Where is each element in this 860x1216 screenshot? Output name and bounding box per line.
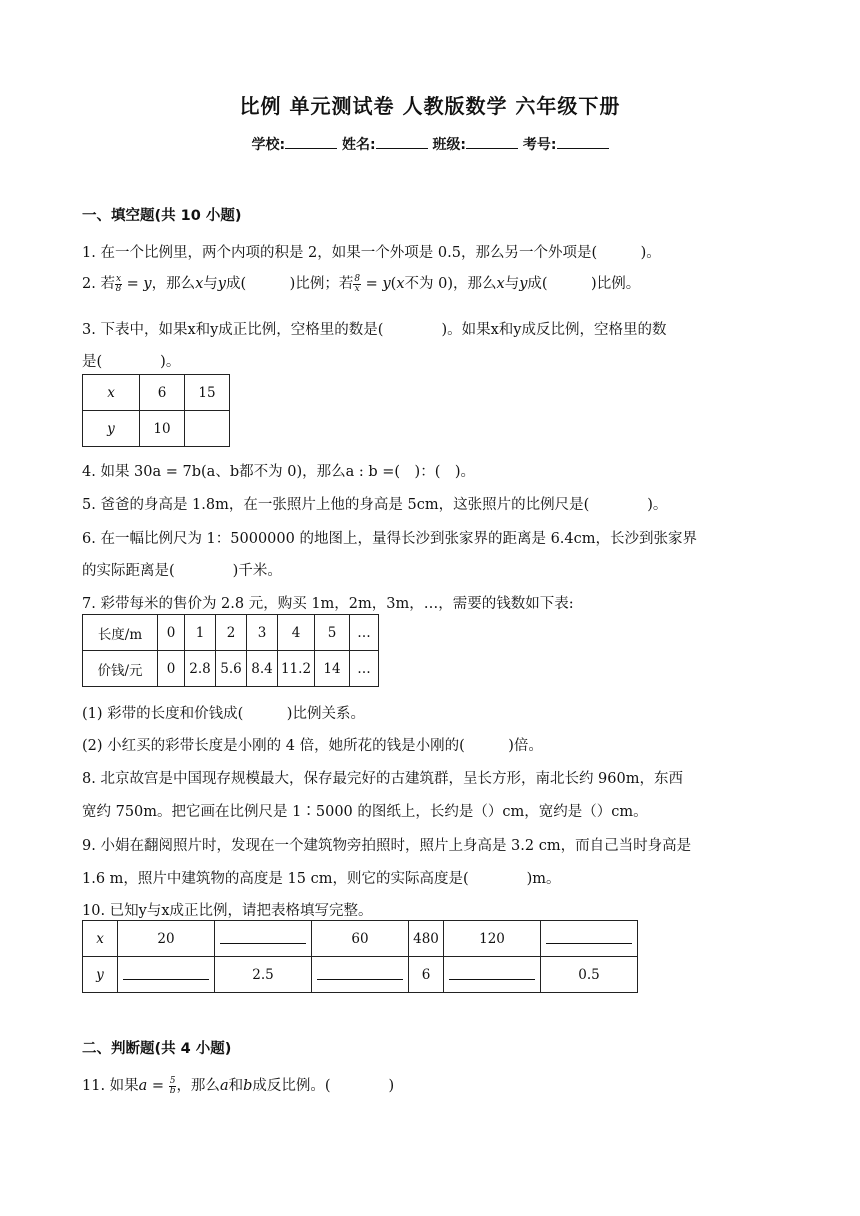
q7-cell: 2.8 xyxy=(185,651,216,687)
q3-cell: 10 xyxy=(140,411,185,447)
q10-cell: 0.5 xyxy=(541,957,638,993)
q2-var-y-4: y xyxy=(519,276,528,292)
q2-text-h: 不为 0)，那么 xyxy=(404,276,497,292)
q10-cell: 120 xyxy=(444,921,541,957)
question-3-line-1: 3. 下表中，如果x和y成正比例，空格里的数是( )。如果x和y成反比例，空格里的数 xyxy=(82,322,667,338)
q10-cell: 20 xyxy=(118,921,215,957)
q2-var-y: y xyxy=(143,276,152,292)
q7-cell: 2 xyxy=(216,615,247,651)
q2-text-j: 成( )比例。 xyxy=(527,276,641,292)
q11-text-b: ，那么 xyxy=(176,1078,220,1094)
question-9-line-1: 9. 小娟在翻阅照片时，发现在一个建筑物旁拍照时，照片上身高是 3.2 cm，而自己当时身高是 xyxy=(82,838,692,854)
q10-table xyxy=(82,920,638,993)
q7-table-row xyxy=(83,651,379,687)
q2-frac2-num: 8 xyxy=(354,273,361,284)
question-7-sub-2: (2) 小红买的彩带长度是小刚的 4 倍，她所花的钱是小刚的( )倍。 xyxy=(82,738,543,754)
answer-blank[interactable] xyxy=(123,965,209,980)
q3-table-row xyxy=(83,411,230,447)
q7-cell: 3 xyxy=(247,615,278,651)
q7-table-row xyxy=(83,615,379,651)
name-blank[interactable] xyxy=(376,134,428,149)
q7-cell: 14 xyxy=(315,651,350,687)
q2-text-e: 成( )比例；若 xyxy=(226,276,354,292)
q7-table xyxy=(82,614,379,687)
q2-text-i: 与 xyxy=(504,276,520,292)
q3-cell xyxy=(83,375,140,411)
q2-text-g: ( xyxy=(390,276,397,292)
q11-text-a: 11. 如果 xyxy=(82,1078,139,1094)
q7-cell: 0 xyxy=(158,615,185,651)
q3-cell: 6 xyxy=(140,375,185,411)
question-11 xyxy=(82,1074,394,1096)
school-blank[interactable] xyxy=(285,134,337,149)
answer-blank[interactable] xyxy=(220,929,306,944)
q2-frac1-num: x xyxy=(115,273,122,284)
question-1: 1. 在一个比例里，两个内项的积是 2，如果一个外项是 0.5，那么另一个外项是( )。 xyxy=(82,245,661,261)
section-2-heading: 二、判断题(共 4 小题) xyxy=(82,1041,232,1057)
q7-cell: 8.4 xyxy=(247,651,278,687)
q2-fraction-2 xyxy=(353,275,361,294)
school-label: 学校: xyxy=(251,137,286,153)
question-3-line-2: 是( )。 xyxy=(82,354,181,370)
question-10-line-1: 10. 已知y与x成正比例，请把表格填写完整。 xyxy=(82,903,373,919)
q3-table xyxy=(82,374,230,447)
q2-text-a: 2. 若 xyxy=(82,276,115,292)
q10-cell-text: y xyxy=(96,966,104,983)
q10-cell-blank[interactable] xyxy=(541,921,638,957)
student-info-line xyxy=(0,134,860,154)
question-9-line-2: 1.6 m，照片中建筑物的高度是 15 cm，则它的实际高度是( )m。 xyxy=(82,871,561,887)
q2-text-d: 与 xyxy=(203,276,218,292)
q3-cell-text: y xyxy=(107,420,115,437)
q10-table-row xyxy=(83,921,638,957)
q11-frac-num: 5 xyxy=(169,1075,176,1086)
q10-cell: 2.5 xyxy=(215,957,312,993)
question-6-line-2: 的实际距离是( )千米。 xyxy=(82,563,282,579)
section-1-heading: 一、填空题(共 10 小题) xyxy=(82,208,242,224)
q10-cell: 6 xyxy=(409,957,444,993)
q7-cell: 4 xyxy=(278,615,315,651)
q11-var-a: a xyxy=(138,1078,148,1094)
q10-cell-text: x xyxy=(96,930,104,947)
q10-cell-blank[interactable] xyxy=(312,957,409,993)
q2-var-x-3: x xyxy=(496,276,505,292)
question-8-line-1: 8. 北京故宫是中国现存规模最大，保存最完好的古建筑群，呈长方形，南北长约 960m，东西 xyxy=(82,771,683,787)
q10-cell-blank[interactable] xyxy=(444,957,541,993)
q11-text-c: 和 xyxy=(228,1078,244,1094)
q7-cell: 1 xyxy=(185,615,216,651)
q11-var-b: b xyxy=(243,1078,253,1094)
q2-frac1-den: 8 xyxy=(115,283,122,294)
q11-text-d: 成反比例。( ) xyxy=(252,1078,395,1094)
class-label: 班级: xyxy=(432,137,467,153)
q3-cell: 15 xyxy=(185,375,230,411)
q7-cell: 5 xyxy=(315,615,350,651)
q7-cell: … xyxy=(350,615,379,651)
q10-cell: 60 xyxy=(312,921,409,957)
q11-eq: = xyxy=(147,1078,169,1094)
q2-frac2-den: x xyxy=(354,283,360,294)
answer-blank[interactable] xyxy=(546,929,632,944)
q7-cell: … xyxy=(350,651,379,687)
q11-var-a-2: a xyxy=(219,1078,229,1094)
q10-table-row xyxy=(83,957,638,993)
q7-cell: 价钱/元 xyxy=(83,651,158,687)
q2-var-y-2: y xyxy=(217,276,226,292)
question-8-line-2: 宽约 750m。把它画在比例尺是 1∶5000 的图纸上，长约是（）cm，宽约是（）cm。 xyxy=(82,804,648,820)
q10-cell xyxy=(83,957,118,993)
q10-cell-blank[interactable] xyxy=(118,957,215,993)
answer-blank[interactable] xyxy=(449,965,535,980)
q3-table-row xyxy=(83,375,230,411)
question-5: 5. 爸爸的身高是 1.8m，在一张照片上他的身高是 5cm，这张照片的比例尺是( )。 xyxy=(82,497,668,513)
q2-var-x-2: x xyxy=(396,276,405,292)
q10-cell xyxy=(83,921,118,957)
question-7-line-1: 7. 彩带每米的售价为 2.8 元，购买 1m，2m，3m，…，需要的钱数如下表: xyxy=(82,596,574,612)
question-4: 4. 如果 30a = 7b(a、b都不为 0)，那么a : b =( )：( )。 xyxy=(82,464,476,480)
q2-fraction-1 xyxy=(115,275,122,294)
exam-no-label: 考号: xyxy=(522,137,557,153)
q11-frac-den: b xyxy=(169,1085,176,1096)
q3-cell xyxy=(83,411,140,447)
q3-cell-text: x xyxy=(107,384,115,401)
q2-text-b: = xyxy=(122,276,144,292)
q3-cell-blank[interactable] xyxy=(185,411,230,447)
q7-cell: 5.6 xyxy=(216,651,247,687)
q10-cell: 480 xyxy=(409,921,444,957)
question-6-line-1: 6. 在一幅比例尺为 1：5000000 的地图上，量得长沙到张家界的距离是 6.4cm，长沙到张家界 xyxy=(82,531,698,547)
q7-cell: 11.2 xyxy=(278,651,315,687)
page-title: 比例 单元测试卷 人教版数学 六年级下册 xyxy=(239,94,621,118)
q10-cell-blank[interactable] xyxy=(215,921,312,957)
question-2 xyxy=(82,272,640,294)
q7-cell: 长度/m xyxy=(83,615,158,651)
q2-var-y-3: y xyxy=(382,276,391,292)
q2-text-c: ，那么 xyxy=(151,276,196,292)
q7-cell: 0 xyxy=(158,651,185,687)
q2-var-x: x xyxy=(195,276,204,292)
question-7-sub-1: (1) 彩带的长度和价钱成( )比例关系。 xyxy=(82,706,365,722)
answer-blank[interactable] xyxy=(317,965,403,980)
class-blank[interactable] xyxy=(466,134,518,149)
exam-no-blank[interactable] xyxy=(557,134,609,149)
name-label: 姓名: xyxy=(341,137,376,153)
q2-text-f: = xyxy=(361,276,383,292)
